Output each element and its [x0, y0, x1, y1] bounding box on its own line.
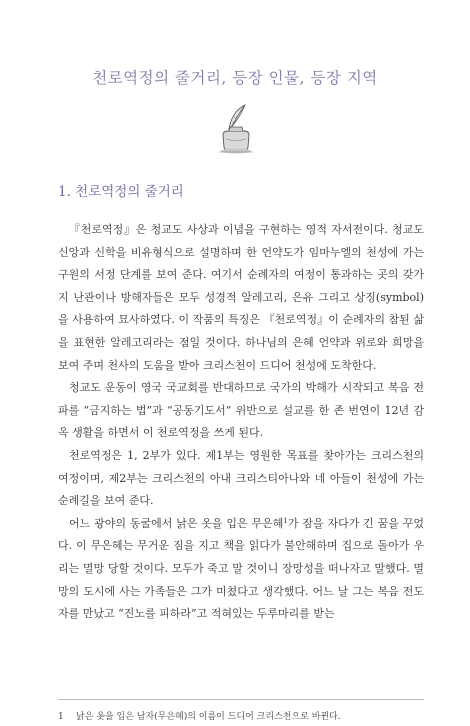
paragraph: 청교도 운동이 영국 국교회를 반대하므로 국가의 박해가 시작되고 복음 전파를 “금지하는 법”과 “공동기도서” 위반으로 설교를 한 존 번연이 12년 감옥 생활을 하면서 이 천로역정을 쓰게 된다.: [58, 381, 424, 440]
section-title: 1. 천로역정의 줄거리: [58, 184, 184, 200]
paragraph: 『천로역정』은 청교도 사상과 이념을 구현하는 영적 자서전이다. 청교도 신앙과 신학을 비유형식으로 설명하며 한 언약도가 임마누엘의 천성에 가는 구원의 서정 단계를 보여 준다. 여기서 순례자의 여정이 통과하는 곳의 갖가지 난관이나 방해자들은 모두 성경적 알레고리, 은유 그리고 상징(symbol)을 사용하여 묘사하였다. 이 작품의 특징은 『천로역정』이 순례자의 참된 삶을 표현한 알레고리라는 점일 것이다. 하나님의 은혜 언약과 위로와 희망을 보여 주며 천사의 도움을 받아 크리스천이 드디어 천성에 도착한다.: [58, 223, 424, 372]
chapter-title: 천로역정의 줄거리, 등장 인물, 등장 지역: [92, 69, 378, 87]
footnote-text: 낡은 옷을 입은 남자(무은혜)의 이름이 드디어 크리스천으로 바뀐다.: [76, 712, 341, 722]
body-text: [58, 219, 424, 626]
footnote-divider: [58, 699, 424, 700]
footnote: [58, 712, 438, 723]
inkwell-with-quill-icon: [215, 103, 257, 155]
footnote-mark: 1: [58, 712, 64, 722]
paragraph-text: 가 잠을 자다가 긴 꿈을 꾸었다. 이 무은혜는 무거운 짐을 지고 책을 읽다가 불안해하며 집으로 돌아가 우리는 멸망 당할 것이다. 모두가 죽고 말 것이니 장망성을 떠나자고 말했다. 멸망의 도시에 사는 가족들은 그가 미쳤다고 생각했다. 어느 날 그는 복음 전도자를 만났고 “진노를 피하라”고 적혀있는 두루마리를 받는: [58, 516, 425, 621]
paragraph-text: 어느 광야의 동굴에서 낡은 옷을 입은 무은혜: [69, 516, 284, 530]
paragraph: [58, 513, 424, 626]
paragraph: 천로역정은 1, 2부가 있다. 제1부는 영원한 목표를 찾아가는 크리스천의 여정이며, 제2부는 크리스천의 아내 크리스티아나와 네 아들이 천성에 가는 순례길을 보여 준다.: [58, 448, 424, 508]
footnote-reference[interactable]: 1: [283, 516, 288, 525]
